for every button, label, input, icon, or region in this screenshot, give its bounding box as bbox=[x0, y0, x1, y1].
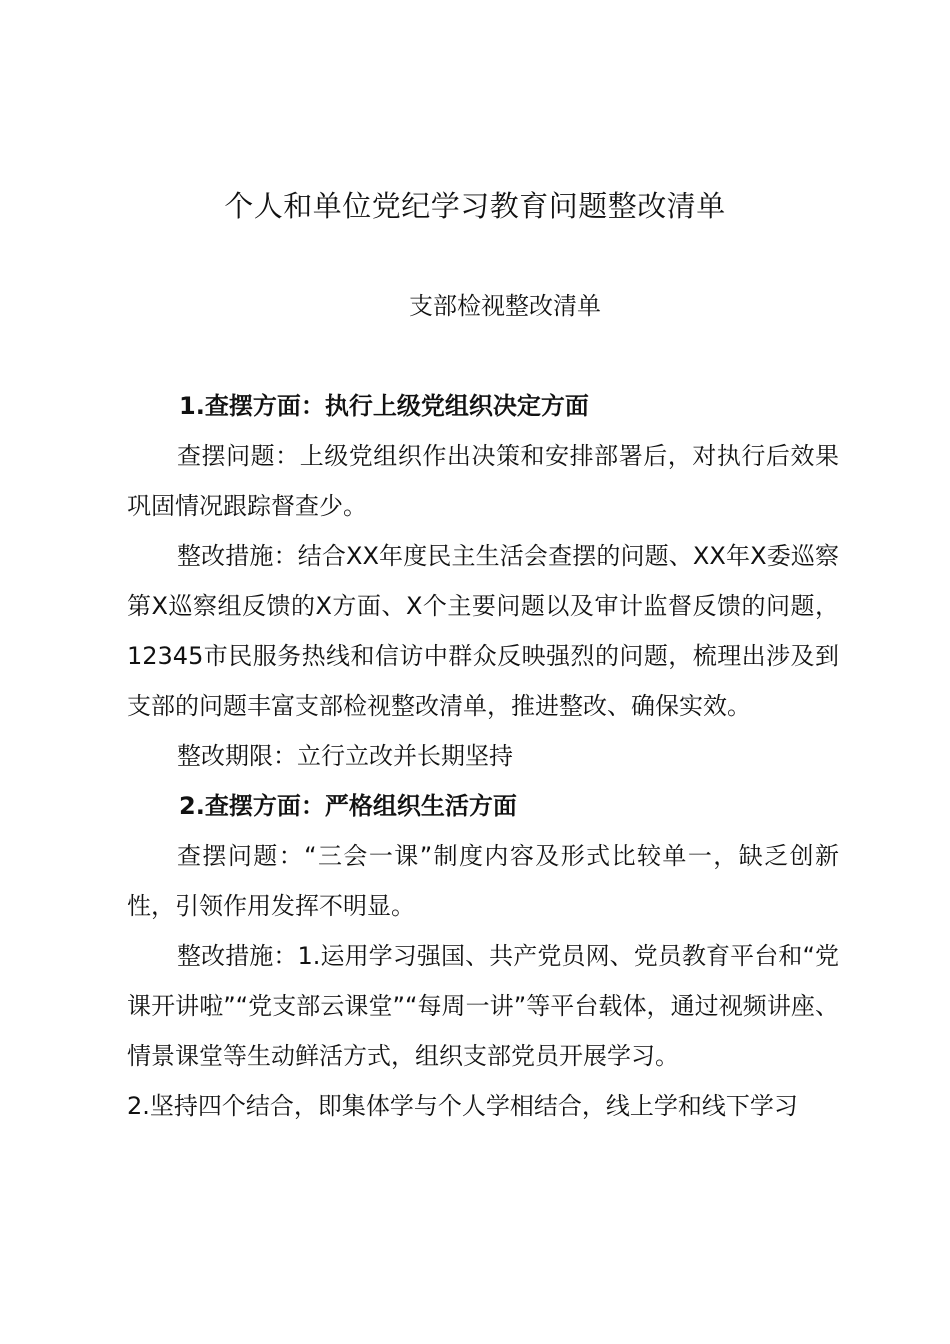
measures-continued-line: 2.坚持四个结合，即集体学与个人学相结合，线上学和线下学习 bbox=[127, 1092, 798, 1120]
measures-paragraph: 整改措施：结合XX年度民主生活会查摆的问题、XX年X委巡察第X巡察组反馈的X方面、X个主要问题以及审计监督反馈的问题，12345市民服务热线和信访中群众反映强烈的问题，梳理出涉及到支部的问题丰富支部检视整改清单，推进整改、确保实效。 bbox=[127, 542, 839, 720]
document-title: 个人和单位党纪学习教育问题整改清单 bbox=[224, 189, 726, 223]
problem-paragraph: 查摆问题：上级党组织作出决策和安排部署后，对执行后效果巩固情况跟踪督查少。 bbox=[127, 442, 839, 520]
problem-paragraph: 查摆问题：“三会一课”制度内容及形式比较单一，缺乏创新性，引领作用发挥不明显。 bbox=[127, 842, 839, 920]
section-heading: 2.查摆方面：严格组织生活方面 bbox=[179, 792, 517, 820]
document-subtitle: 支部检视整改清单 bbox=[409, 292, 601, 320]
deadline-paragraph: 整改期限：立行立改并长期坚持 bbox=[177, 742, 513, 770]
measures-paragraph: 整改措施：1.运用学习强国、共产党员网、党员教育平台和“党课开讲啦”“党支部云课堂”“每周一讲”等平台载体，通过视频讲座、情景课堂等生动鲜活方式，组织支部党员开展学习。 bbox=[127, 942, 839, 1070]
section-heading: 1.查摆方面：执行上级党组织决定方面 bbox=[179, 392, 589, 420]
document-body bbox=[127, 381, 839, 1131]
